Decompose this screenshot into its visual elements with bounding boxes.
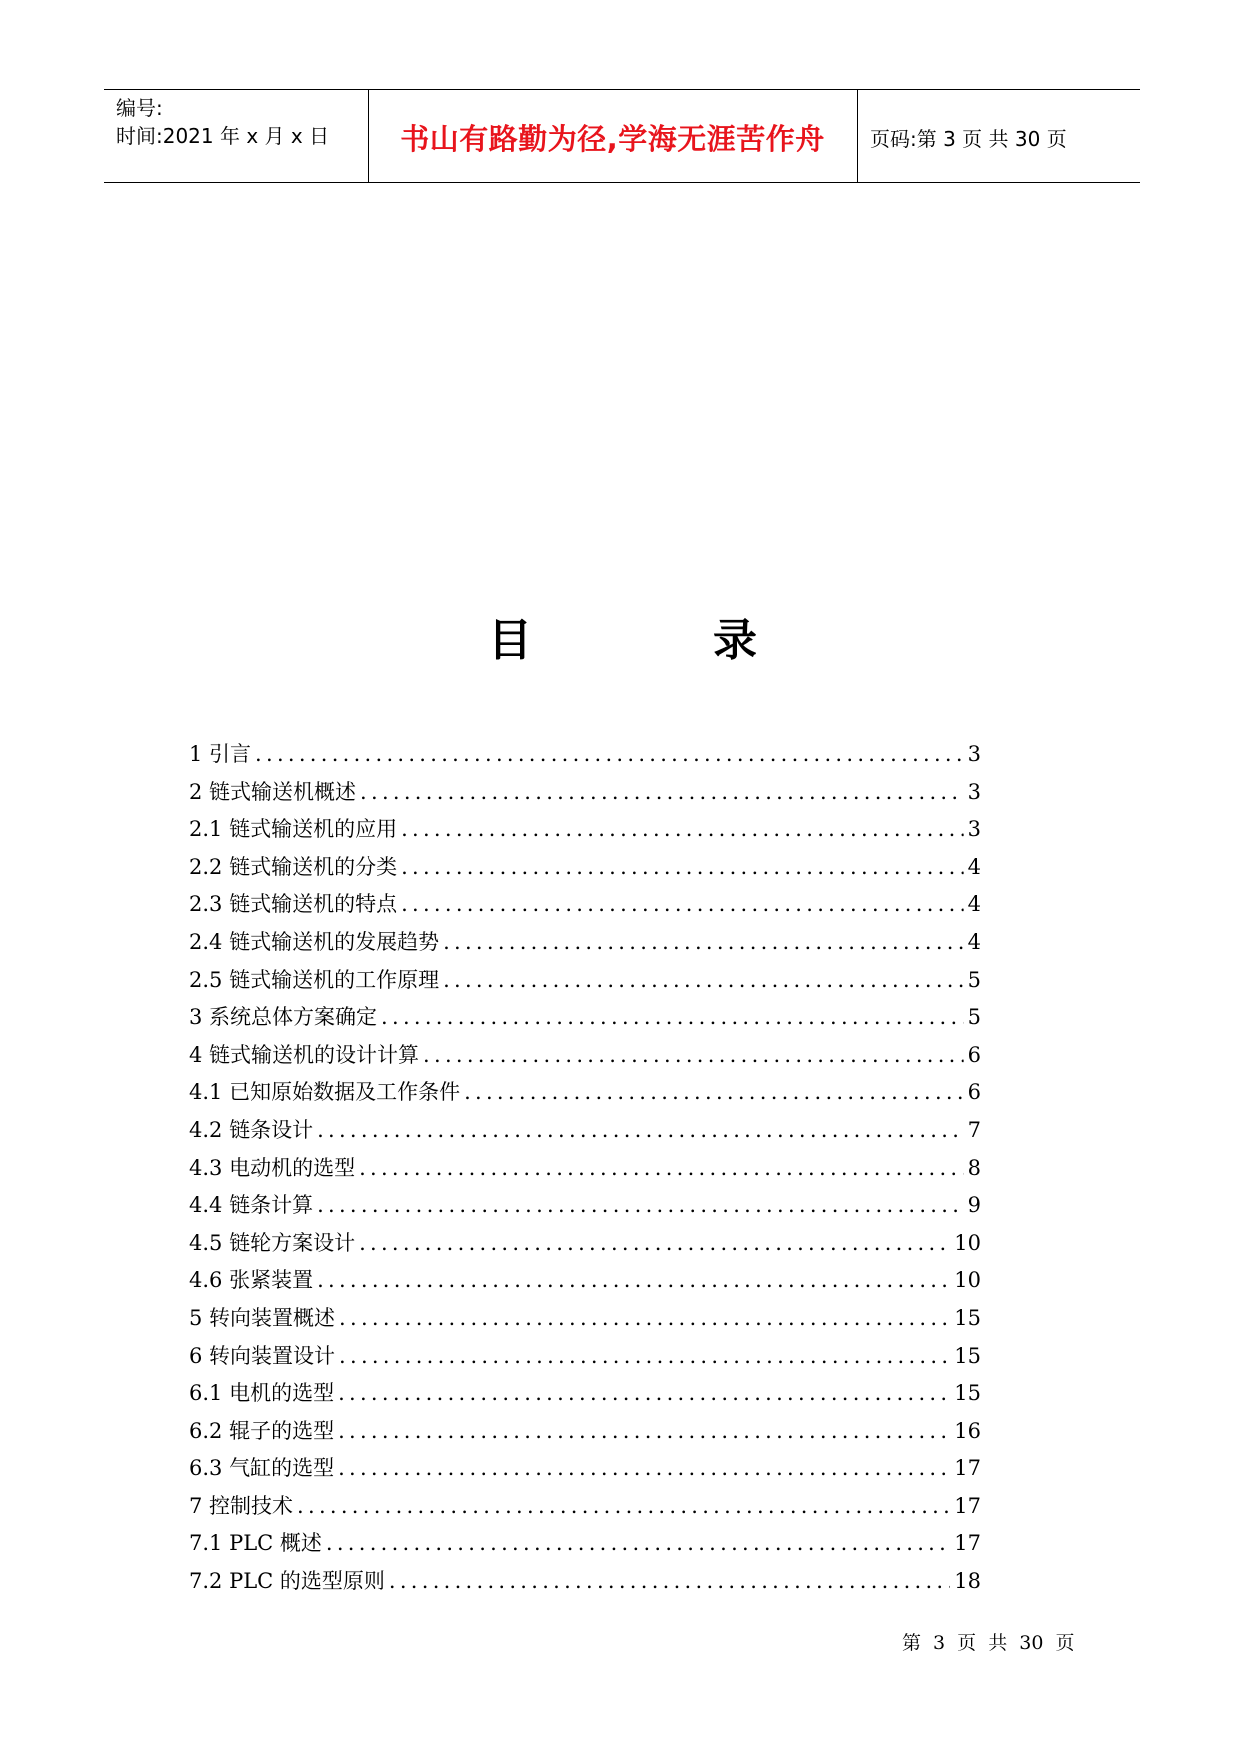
toc-entry-page: 4 [967,892,981,917]
toc-entry[interactable] [189,1525,981,1563]
toc-entry-title: 6.1 电机的选型 [189,1381,335,1406]
toc-entry[interactable] [189,1187,981,1225]
toc-entry-page: 3 [967,742,981,766]
toc-leader-dots [360,774,964,812]
toc-entry-page: 4 [967,929,981,954]
table-of-contents [189,736,981,1601]
toc-entry-page: 10 [954,1230,981,1255]
toc-entry-title: 2.1 链式输送机的应用 [189,817,398,842]
toc-entry-title: 4.4 链条计算 [189,1193,314,1218]
toc-entry[interactable] [189,1112,981,1150]
toc-entry[interactable] [189,1338,981,1376]
toc-entry[interactable] [189,924,981,962]
date-label: 时间:2021 年 x 月 x 日 [116,124,330,148]
toc-entry[interactable] [189,1450,981,1488]
toc-entry-title: 7.2 PLC 的选型原则 [189,1569,385,1594]
toc-title-char: 目 [488,615,532,666]
toc-leader-dots [339,1300,950,1338]
toc-entry-title: 4.2 链条设计 [189,1117,314,1142]
toc-entry-page: 6 [967,1080,981,1105]
toc-entry[interactable] [189,1150,981,1188]
toc-entry-page: 5 [967,967,981,992]
toc-entry[interactable] [189,811,981,849]
toc-entry[interactable] [189,886,981,924]
toc-entry-title: 2.5 链式输送机的工作原理 [189,967,440,992]
toc-entry[interactable] [189,774,981,812]
toc-entry[interactable] [189,736,981,774]
toc-leader-dots [401,811,964,849]
header-divider [857,90,858,182]
toc-entry-page: 17 [954,1531,981,1556]
toc-entry-title: 4 链式输送机的设计计算 [189,1042,420,1067]
toc-entry-page: 16 [954,1418,981,1443]
toc-leader-dots [317,1187,964,1225]
toc-leader-dots [389,1563,950,1601]
toc-leader-dots [464,1074,964,1112]
toc-entry[interactable] [189,1300,981,1338]
toc-leader-dots [443,924,964,962]
page-footer: 第 3 页 共 30 页 [902,1632,1075,1654]
toc-entry-page: 6 [967,1042,981,1067]
toc-entry-title: 6.2 辊子的选型 [189,1418,335,1443]
toc-leader-dots [339,1338,950,1376]
toc-leader-dots [423,1037,964,1075]
toc-entry-title: 7.1 PLC 概述 [189,1531,322,1556]
toc-entry[interactable] [189,1037,981,1075]
toc-title [0,604,1241,664]
toc-entry-page: 15 [954,1305,981,1330]
toc-entry-page: 15 [954,1381,981,1406]
toc-leader-dots [443,962,964,1000]
page-header [104,89,1140,183]
toc-entry-page: 9 [967,1193,981,1218]
toc-leader-dots [317,1262,950,1300]
toc-leader-dots [401,886,964,924]
toc-leader-dots [326,1525,950,1563]
toc-entry[interactable] [189,1262,981,1300]
toc-entry-page: 7 [967,1117,981,1142]
toc-entry-title: 6.3 气缸的选型 [189,1456,335,1481]
toc-entry-page: 10 [954,1268,981,1293]
toc-entry-page: 3 [967,817,981,842]
toc-entry-page: 5 [967,1005,981,1030]
toc-leader-dots [338,1413,950,1451]
toc-leader-dots [359,1150,964,1188]
toc-leader-dots [338,1450,950,1488]
toc-leader-dots [359,1225,950,1263]
toc-entry-title: 2 链式输送机概述 [189,779,357,804]
toc-entry[interactable] [189,962,981,1000]
toc-entry-title: 4.6 张紧装置 [189,1268,314,1293]
toc-entry[interactable] [189,1074,981,1112]
toc-entry-page: 3 [967,779,981,804]
toc-entry[interactable] [189,1488,981,1526]
toc-entry-page: 18 [954,1569,981,1594]
toc-entry[interactable] [189,1225,981,1263]
toc-entry-page: 17 [954,1493,981,1518]
toc-entry[interactable] [189,1563,981,1601]
toc-entry[interactable] [189,1375,981,1413]
serial-number-label: 编号: [116,96,163,120]
toc-entry[interactable] [189,1413,981,1451]
toc-entry-title: 4.1 已知原始数据及工作条件 [189,1080,461,1105]
toc-leader-dots [317,1112,964,1150]
toc-entry-title: 7 控制技术 [189,1493,294,1518]
toc-entry-title: 4.3 电动机的选型 [189,1155,356,1180]
toc-entry-page: 8 [967,1155,981,1180]
toc-leader-dots [401,849,964,887]
header-motto: 书山有路勤为径,学海无涯苦作舟 [400,121,825,156]
toc-entry-title: 4.5 链轮方案设计 [189,1230,356,1255]
toc-leader-dots [255,736,964,774]
toc-entry-title: 2.3 链式输送机的特点 [189,892,398,917]
toc-entry[interactable] [189,999,981,1037]
toc-entry-title: 5 转向装置概述 [189,1305,336,1330]
toc-title-char: 录 [713,615,757,666]
header-meta [116,94,366,150]
toc-leader-dots [297,1488,950,1526]
toc-entry-title: 2.2 链式输送机的分类 [189,854,398,879]
toc-entry[interactable] [189,849,981,887]
toc-entry-page: 4 [967,854,981,879]
toc-entry-title: 2.4 链式输送机的发展趋势 [189,929,440,954]
header-page-number: 页码:第 3 页 共 30 页 [870,126,1067,151]
toc-entry-title: 3 系统总体方案确定 [189,1005,378,1030]
toc-entry-page: 15 [954,1343,981,1368]
toc-entry-page: 17 [954,1456,981,1481]
toc-entry-title: 6 转向装置设计 [189,1343,336,1368]
toc-leader-dots [381,999,964,1037]
toc-leader-dots [338,1375,950,1413]
toc-entry-title: 1 引言 [189,742,252,766]
